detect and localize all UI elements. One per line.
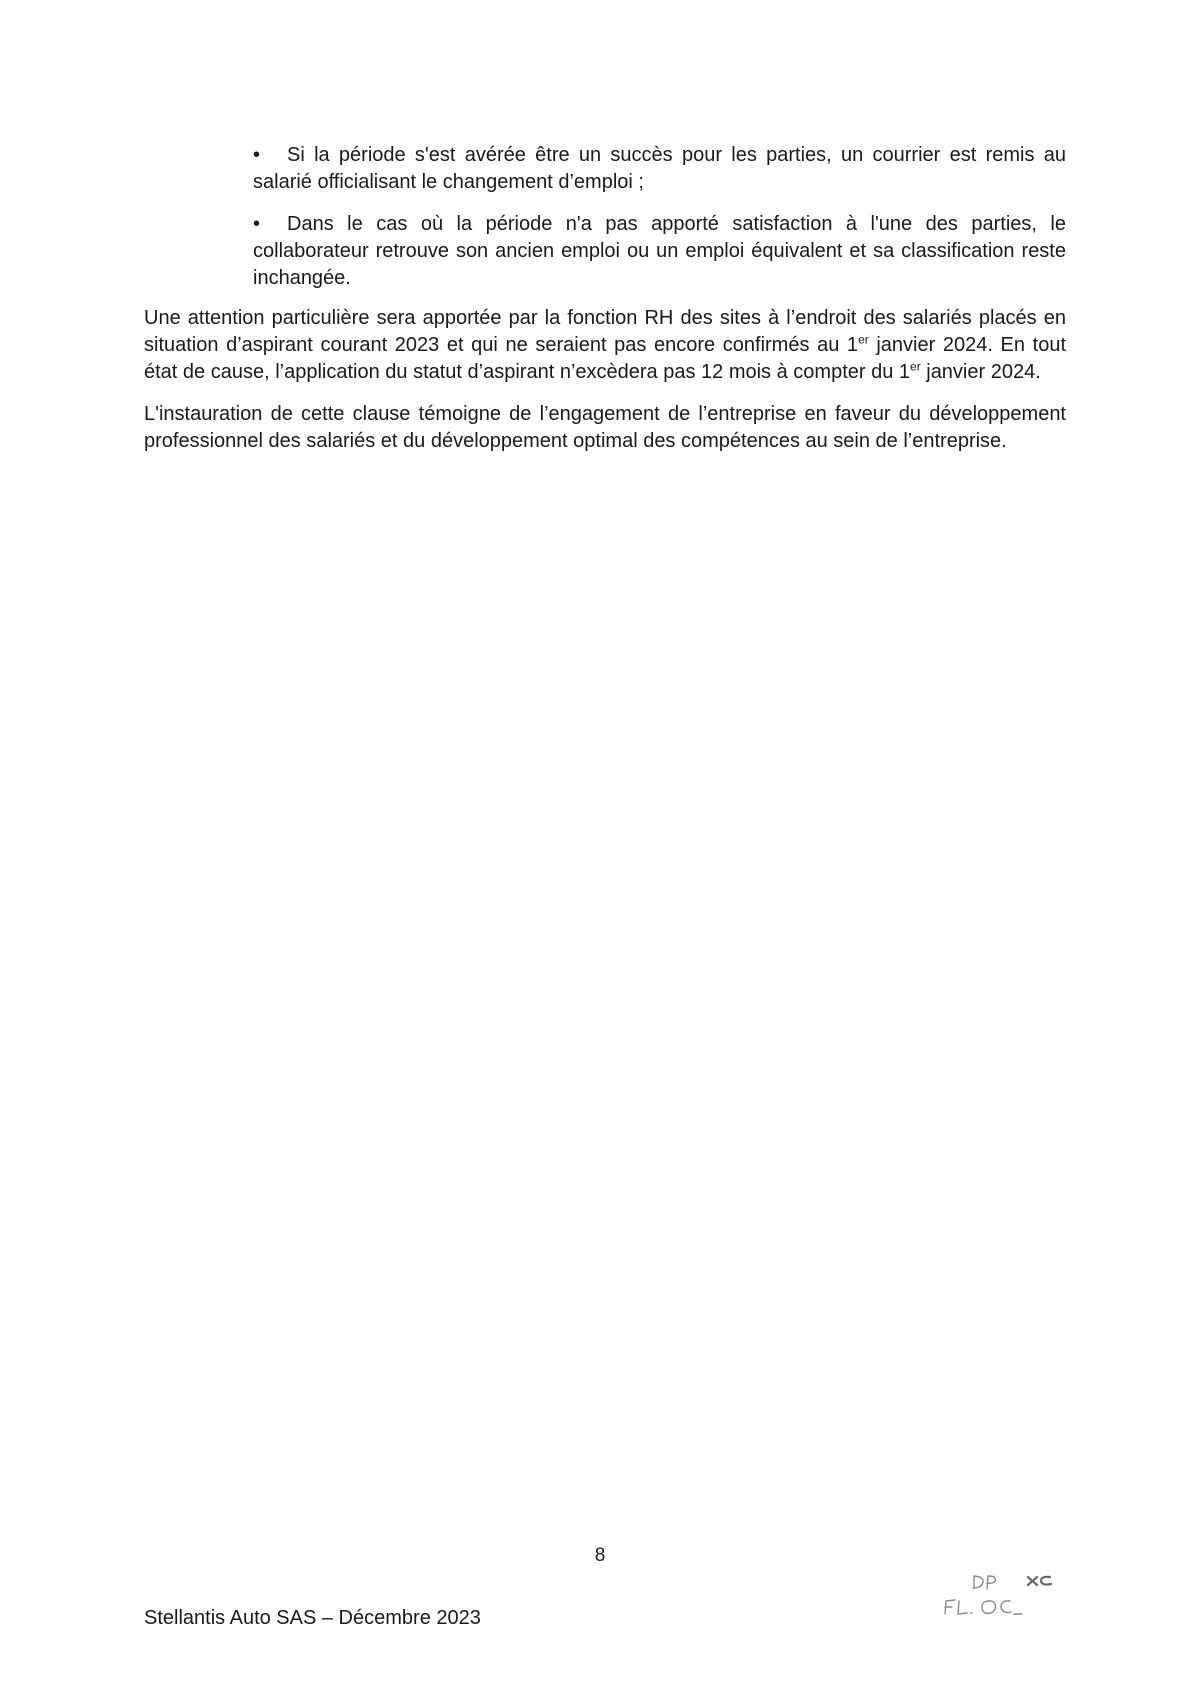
paragraph-text: janvier 2024. En tout état de cause, l’application du statut d’aspirant n’excèdera pas 12 mois à compter du 1 — [144, 334, 1066, 383]
bullet-text: Si la période s'est avérée être un succès pour les parties, un courrier est remis au salarié officialisant le changement d’emploi ; — [253, 144, 1066, 193]
superscript: er — [910, 359, 921, 374]
bullet-text: Dans le cas où la période n'a pas apporté satisfaction à l'une des parties, le collaborateur retrouve son ancien emploi ou un emploi équivalent et sa classification reste inchangée. — [253, 213, 1066, 289]
bullet-item — [253, 211, 1066, 292]
footer-text: Stellantis Auto SAS – Décembre 2023 — [144, 1607, 481, 1629]
bullet-item — [253, 142, 1066, 196]
paragraph-aspirant — [144, 305, 1066, 386]
initials-icon — [940, 1568, 1070, 1628]
handwritten-initials — [940, 1568, 1070, 1628]
page-number: 8 — [594, 1545, 606, 1566]
bullet-list — [253, 142, 1066, 292]
page-content — [144, 142, 1066, 470]
bullet-icon: • — [253, 213, 261, 235]
bullet-icon: • — [253, 144, 261, 166]
paragraph-text: Une attention particulière sera apportée par la fonction RH des sites à l’endroit des salariés placés en situation d’aspirant courant 2023 et qui ne seraient pas encore confirmés au 1 — [144, 307, 1066, 356]
superscript: er — [858, 332, 869, 347]
paragraph-text: janvier 2024. — [920, 361, 1041, 383]
paragraph-engagement: L'instauration de cette clause témoigne de l’engagement de l’entreprise en faveur du développement professionnel des salariés et du développement optimal des compétences au sein de l’entreprise. — [144, 403, 1066, 452]
